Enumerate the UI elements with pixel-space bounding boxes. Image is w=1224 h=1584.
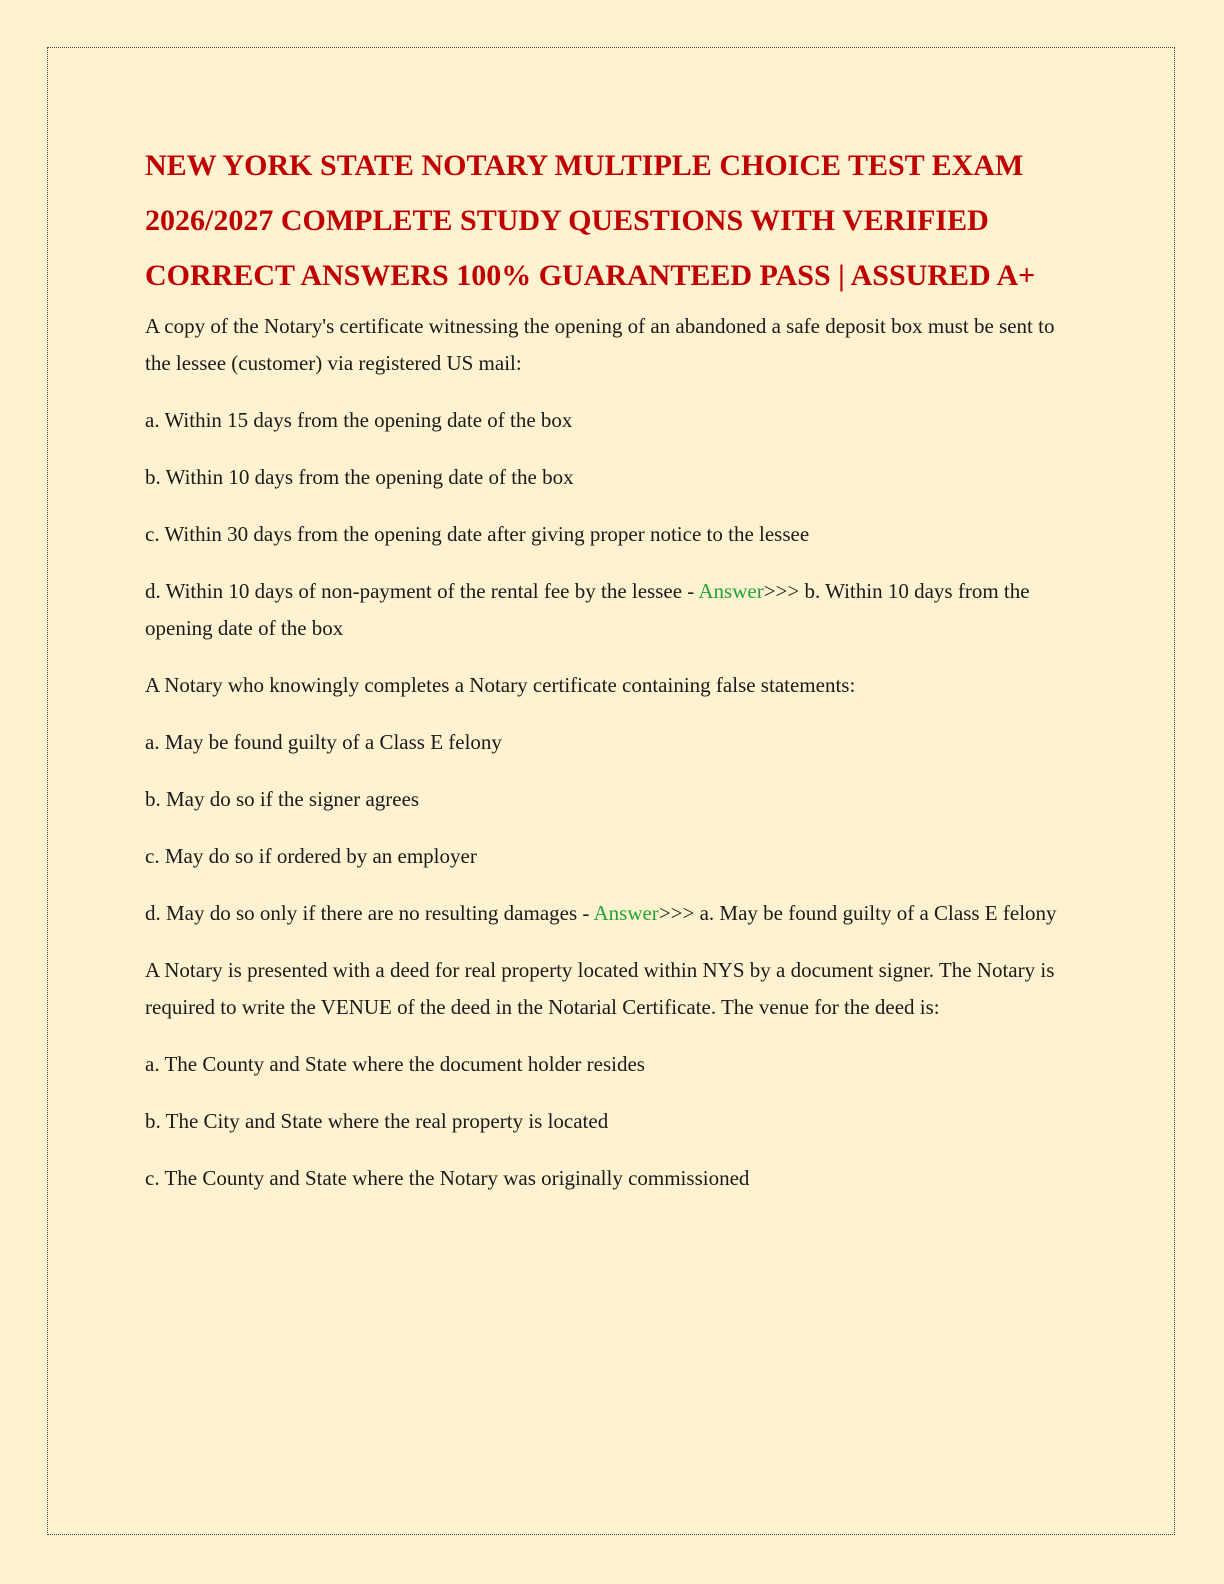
answer-arrows: >>> bbox=[658, 901, 695, 925]
answer-arrows: >>> bbox=[763, 579, 800, 603]
question-2-option-d-with-answer bbox=[145, 895, 1085, 932]
question-1-stem: A copy of the Notary's certificate witnessing the opening of an abandoned a safe deposit box must be sent to the lessee (customer) via registered US mail: bbox=[145, 314, 1055, 375]
question-2-option-c: c. May do so if ordered by an employer bbox=[145, 844, 477, 868]
question-1-answer: b. Within 10 days from the opening date of the box bbox=[145, 579, 1030, 640]
question-2-answer: a. May be found guilty of a Class E felony bbox=[694, 901, 1057, 925]
document-title: NEW YORK STATE NOTARY MULTIPLE CHOICE TEST EXAM 2026/2027 COMPLETE STUDY QUESTIONS WITH VERIFIED CORRECT ANSWERS 100% GUARANTEED PASS | ASSURED A+ bbox=[145, 149, 1036, 292]
question-1-option-b: b. Within 10 days from the opening date of the box bbox=[145, 465, 574, 489]
document-body bbox=[145, 138, 1085, 1217]
answer-label: Answer bbox=[593, 901, 659, 925]
question-1-option-d: d. Within 10 days of non-payment of the rental fee by the lessee - bbox=[145, 579, 699, 603]
question-2-option-a: a. May be found guilty of a Class E felony bbox=[145, 730, 502, 754]
question-2-option-b: b. May do so if the signer agrees bbox=[145, 787, 420, 811]
question-1-option-c: c. Within 30 days from the opening date after giving proper notice to the lessee bbox=[145, 522, 810, 546]
question-2-stem: A Notary who knowingly completes a Notary certificate containing false statements: bbox=[145, 673, 856, 697]
question-3-option-b: b. The City and State where the real property is located bbox=[145, 1109, 609, 1133]
question-1-option-a: a. Within 15 days from the opening date of the box bbox=[145, 408, 573, 432]
answer-label: Answer bbox=[698, 579, 764, 603]
question-3-option-c: c. The County and State where the Notary was originally commissioned bbox=[145, 1166, 750, 1190]
question-3-stem: A Notary is presented with a deed for real property located within NYS by a document signer. The Notary is required to write the VENUE of the deed in the Notarial Certificate. The venue for the deed is: bbox=[145, 958, 1055, 1019]
question-1-option-d-with-answer bbox=[145, 573, 1085, 647]
question-3-option-a: a. The County and State where the document holder resides bbox=[145, 1052, 645, 1076]
question-2-option-d: d. May do so only if there are no resulting damages - bbox=[145, 901, 594, 925]
